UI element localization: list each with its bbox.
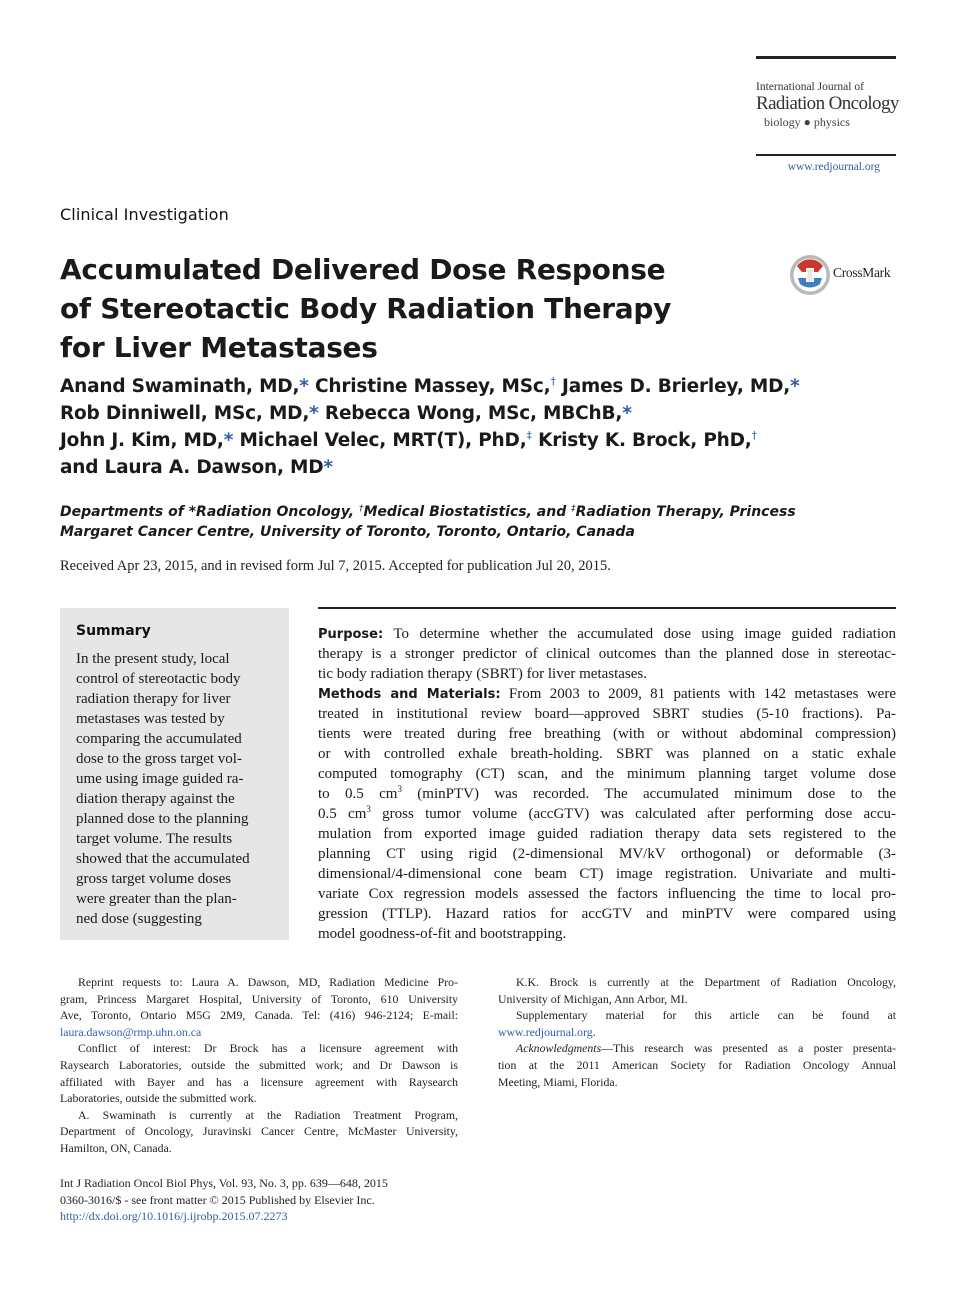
summary-line: control of stereotactic body	[76, 671, 241, 687]
citation-line: Int J Radiation Oncol Biol Phys, Vol. 93, No. 3, pp. 639—648, 2015	[60, 1176, 388, 1190]
journal-masthead	[756, 56, 899, 156]
superscript: 3	[397, 784, 402, 794]
affiliation-part: Medical Biostatistics, and	[363, 504, 567, 520]
summary-heading: Summary	[76, 623, 151, 639]
author-line	[60, 400, 780, 427]
affiliation-mark: ‡	[571, 504, 576, 514]
author-name: John J. Kim, MD,	[60, 430, 224, 451]
footnote-line: Hamilton, ON, Canada.	[60, 1140, 172, 1155]
footnote-line	[498, 1040, 896, 1057]
received-dates: Received Apr 23, 2015, and in revised form Jul 7, 2015. Accepted for publication Jul 20, 2015.	[60, 558, 611, 574]
abstract-text: From 2003 to 2009, 81 patients with 142 metastases were	[508, 686, 896, 702]
abstract-line	[318, 804, 896, 824]
title-line-2: of Stereotactic Body Radiation Therapy	[60, 292, 672, 325]
supplementary-link[interactable]: www.redjournal.org	[498, 1024, 593, 1039]
abstract-line	[318, 624, 896, 644]
superscript: 3	[366, 804, 371, 814]
affiliation-part: Departments of *Radiation Oncology,	[60, 504, 355, 520]
author-name: Kristy K. Brock, PhD,	[538, 430, 752, 451]
author-list	[60, 373, 800, 481]
author-name: Anand Swaminath, MD,	[60, 376, 300, 397]
footnote-line	[498, 1024, 896, 1041]
footnote-line: Department of Oncology, Juravinski Cancer Centre, McMaster University,	[60, 1124, 458, 1139]
abstract-text: gross tumor volume (accGTV) was calculated after performing dose accu-	[370, 806, 896, 822]
footnote-line: A. Swaminath is currently at the Radiation Treatment Program,	[78, 1107, 458, 1122]
footnotes-left	[60, 974, 458, 1157]
author-affiliation-mark[interactable]: *	[622, 403, 632, 424]
footnote-line: Conflict of interest: Dr Brock has a licensure agreement with	[78, 1041, 458, 1056]
author-name: Rob Dinniwell, MSc, MD,	[60, 403, 310, 424]
author-line	[60, 454, 780, 481]
footnotes-right	[498, 974, 896, 1090]
abstract-line: computed tomography (CT) scan, and the minimum planning target volume dose	[318, 766, 896, 782]
abstract	[318, 624, 896, 944]
affiliations	[60, 502, 796, 542]
masthead-top-rule	[756, 56, 896, 59]
summary-line: comparing the accumulated	[76, 731, 242, 747]
abstract-line: tic body radiation therapy (SBRT) for liver metastases.	[318, 666, 648, 682]
summary-line: gross target volume doses	[76, 871, 232, 887]
author-name: Christine Massey, MSc,	[315, 376, 551, 397]
footnote-line: University of Michigan, Ann Arbor, MI.	[498, 991, 688, 1006]
footnote-text: .	[592, 1024, 596, 1039]
footnote-line: Laboratories, outside the submitted work.	[60, 1091, 257, 1106]
author-affiliation-mark[interactable]: *	[323, 457, 333, 478]
summary-line: diation therapy against the	[76, 791, 235, 807]
abstract-line: treated in institutional review board—approved SBRT studies (5-10 fractions). Pa-	[318, 706, 896, 722]
abstract-top-rule	[318, 607, 896, 609]
summary-line: ume using image guided ra-	[76, 771, 244, 787]
author-name: Rebecca Wong, MSc, MBChB,	[324, 403, 623, 424]
footnote-line: gram, Princess Margaret Hospital, University of Toronto, 610 University	[60, 991, 458, 1006]
footnote-line: K.K. Brock is currently at the Department of Radiation Oncology,	[516, 975, 896, 989]
abstract-text: 0.5 cm	[318, 806, 367, 822]
author-affiliation-mark[interactable]: *	[309, 403, 319, 424]
journal-name-line3: biology ● physics	[764, 115, 850, 129]
footnote-line: Raysearch Laboratories, outside the submitted work; and Dr Dawson is	[60, 1057, 458, 1072]
citation-line: 0360-3016/$ - see front matter © 2015 Published by Elsevier Inc.	[60, 1192, 375, 1207]
title-line-3: for Liver Metastases	[60, 331, 378, 364]
crossmark-label: CrossMark	[833, 265, 891, 280]
summary-line: showed that the accumulated	[76, 851, 250, 867]
article-title	[60, 250, 680, 367]
author-affiliation-mark[interactable]: †	[550, 375, 556, 388]
abstract-text: To determine whether the accumulated dose using image guided radiation	[393, 626, 896, 642]
author-affiliation-mark[interactable]: †	[751, 429, 757, 442]
footnote-line: Ave, Toronto, Ontario M5G 2M9, Canada. Tel: (416) 946-2124; E-mail:	[60, 1008, 458, 1023]
abstract-line: dimensional/4-dimensional cone beam CT) image registration. Univariate and multi-	[318, 866, 896, 882]
affiliation-mark: †	[358, 504, 364, 514]
abstract-line: tients were treated during free breathing (with or without abdominal compression)	[318, 726, 896, 742]
acknowledgments-label: Acknowledgments	[516, 1041, 602, 1056]
footnote-line: tion at the 2011 American Society for Radiation Oncology Annual	[498, 1057, 896, 1072]
author-name: and Laura A. Dawson, MD	[60, 457, 324, 478]
journal-name-line2: Radiation Oncology	[756, 93, 899, 114]
footnote-line: Reprint requests to: Laura A. Dawson, MD, Radiation Medicine Pro-	[78, 975, 458, 989]
summary-line: dose to the gross target vol-	[76, 751, 242, 767]
abstract-line: or with controlled exhale breath-holding. SBRT was planned on a static exhale	[318, 746, 896, 762]
section-label: Clinical Investigation	[60, 205, 229, 224]
methods-label: Methods and Materials:	[318, 687, 501, 702]
abstract-text: (minPTV) was recorded. The accumulated minimum dose to the	[401, 786, 896, 802]
crossmark-icon	[790, 255, 830, 295]
author-affiliation-mark[interactable]: *	[223, 430, 234, 451]
doi-link[interactable]: http://dx.doi.org/10.1016/j.ijrobp.2015.07.2273	[60, 1209, 288, 1223]
summary-line: radiation therapy for liver	[76, 691, 231, 707]
summary-line: ned dose (suggesting	[76, 911, 202, 927]
journal-name-line1: International Journal of	[756, 81, 864, 93]
email-link[interactable]: laura.dawson@rmp.uhn.on.ca	[60, 1024, 202, 1039]
abstract-line: therapy is a stronger predictor of clinical outcomes than the planned dose in stereotac-	[318, 646, 896, 662]
summary-box	[60, 608, 289, 940]
footnote-line: Supplementary material for this article can be found at	[516, 1008, 896, 1023]
author-affiliation-mark[interactable]: *	[790, 376, 800, 397]
abstract-line: mulation from exported image guided radiation therapy data sets registered to the	[318, 826, 896, 842]
summary-body	[76, 649, 276, 929]
footnote-text: —This research was presented as a poster presenta-	[601, 1041, 896, 1056]
abstract-line: model goodness-of-fit and bootstrapping.	[318, 926, 567, 942]
footnote-line	[60, 1024, 458, 1041]
footnote-line: affiliated with Bayer and has a licensure agreement with Raysearch	[60, 1074, 458, 1089]
abstract-line: gression (TTLP). Hazard ratios for accGTV and minPTV were compared using	[318, 906, 896, 922]
affiliation-line-2: Margaret Cancer Centre, University of Toronto, Toronto, Ontario, Canada	[60, 524, 635, 540]
citation	[60, 1175, 388, 1225]
summary-line: In the present study, local	[76, 651, 230, 667]
author-affiliation-mark[interactable]: *	[299, 376, 309, 397]
abstract-text: to 0.5 cm	[318, 786, 398, 802]
abstract-line	[318, 684, 896, 704]
journal-url-link[interactable]: www.redjournal.org	[787, 161, 880, 173]
abstract-line: planning CT using rigid (2-dimensional MV/kV orthogonal) or deformable (3-	[318, 846, 896, 862]
author-name: James D. Brierley, MD,	[562, 376, 791, 397]
affiliation-line-1	[60, 502, 796, 522]
summary-line: planned dose to the planning	[76, 811, 249, 827]
abstract-line	[318, 784, 896, 804]
author-line	[60, 373, 800, 400]
footnote-line: Meeting, Miami, Florida.	[498, 1074, 618, 1089]
abstract-line: variate Cox regression models assessed the factors influencing the time to local pro-	[318, 886, 896, 902]
summary-line: were greater than the plan-	[76, 891, 237, 907]
author-name: Michael Velec, MRT(T), PhD,	[239, 430, 527, 451]
summary-line: metastases was tested by	[76, 711, 225, 727]
masthead-bottom-rule	[756, 154, 896, 156]
author-line	[60, 427, 780, 454]
author-affiliation-mark[interactable]: ‡	[526, 429, 532, 442]
purpose-label: Purpose:	[318, 627, 384, 642]
summary-line: target volume. The results	[76, 831, 233, 847]
title-line-1: Accumulated Delivered Dose Response	[60, 253, 666, 286]
affiliation-part: Radiation Therapy, Princess	[575, 504, 796, 520]
